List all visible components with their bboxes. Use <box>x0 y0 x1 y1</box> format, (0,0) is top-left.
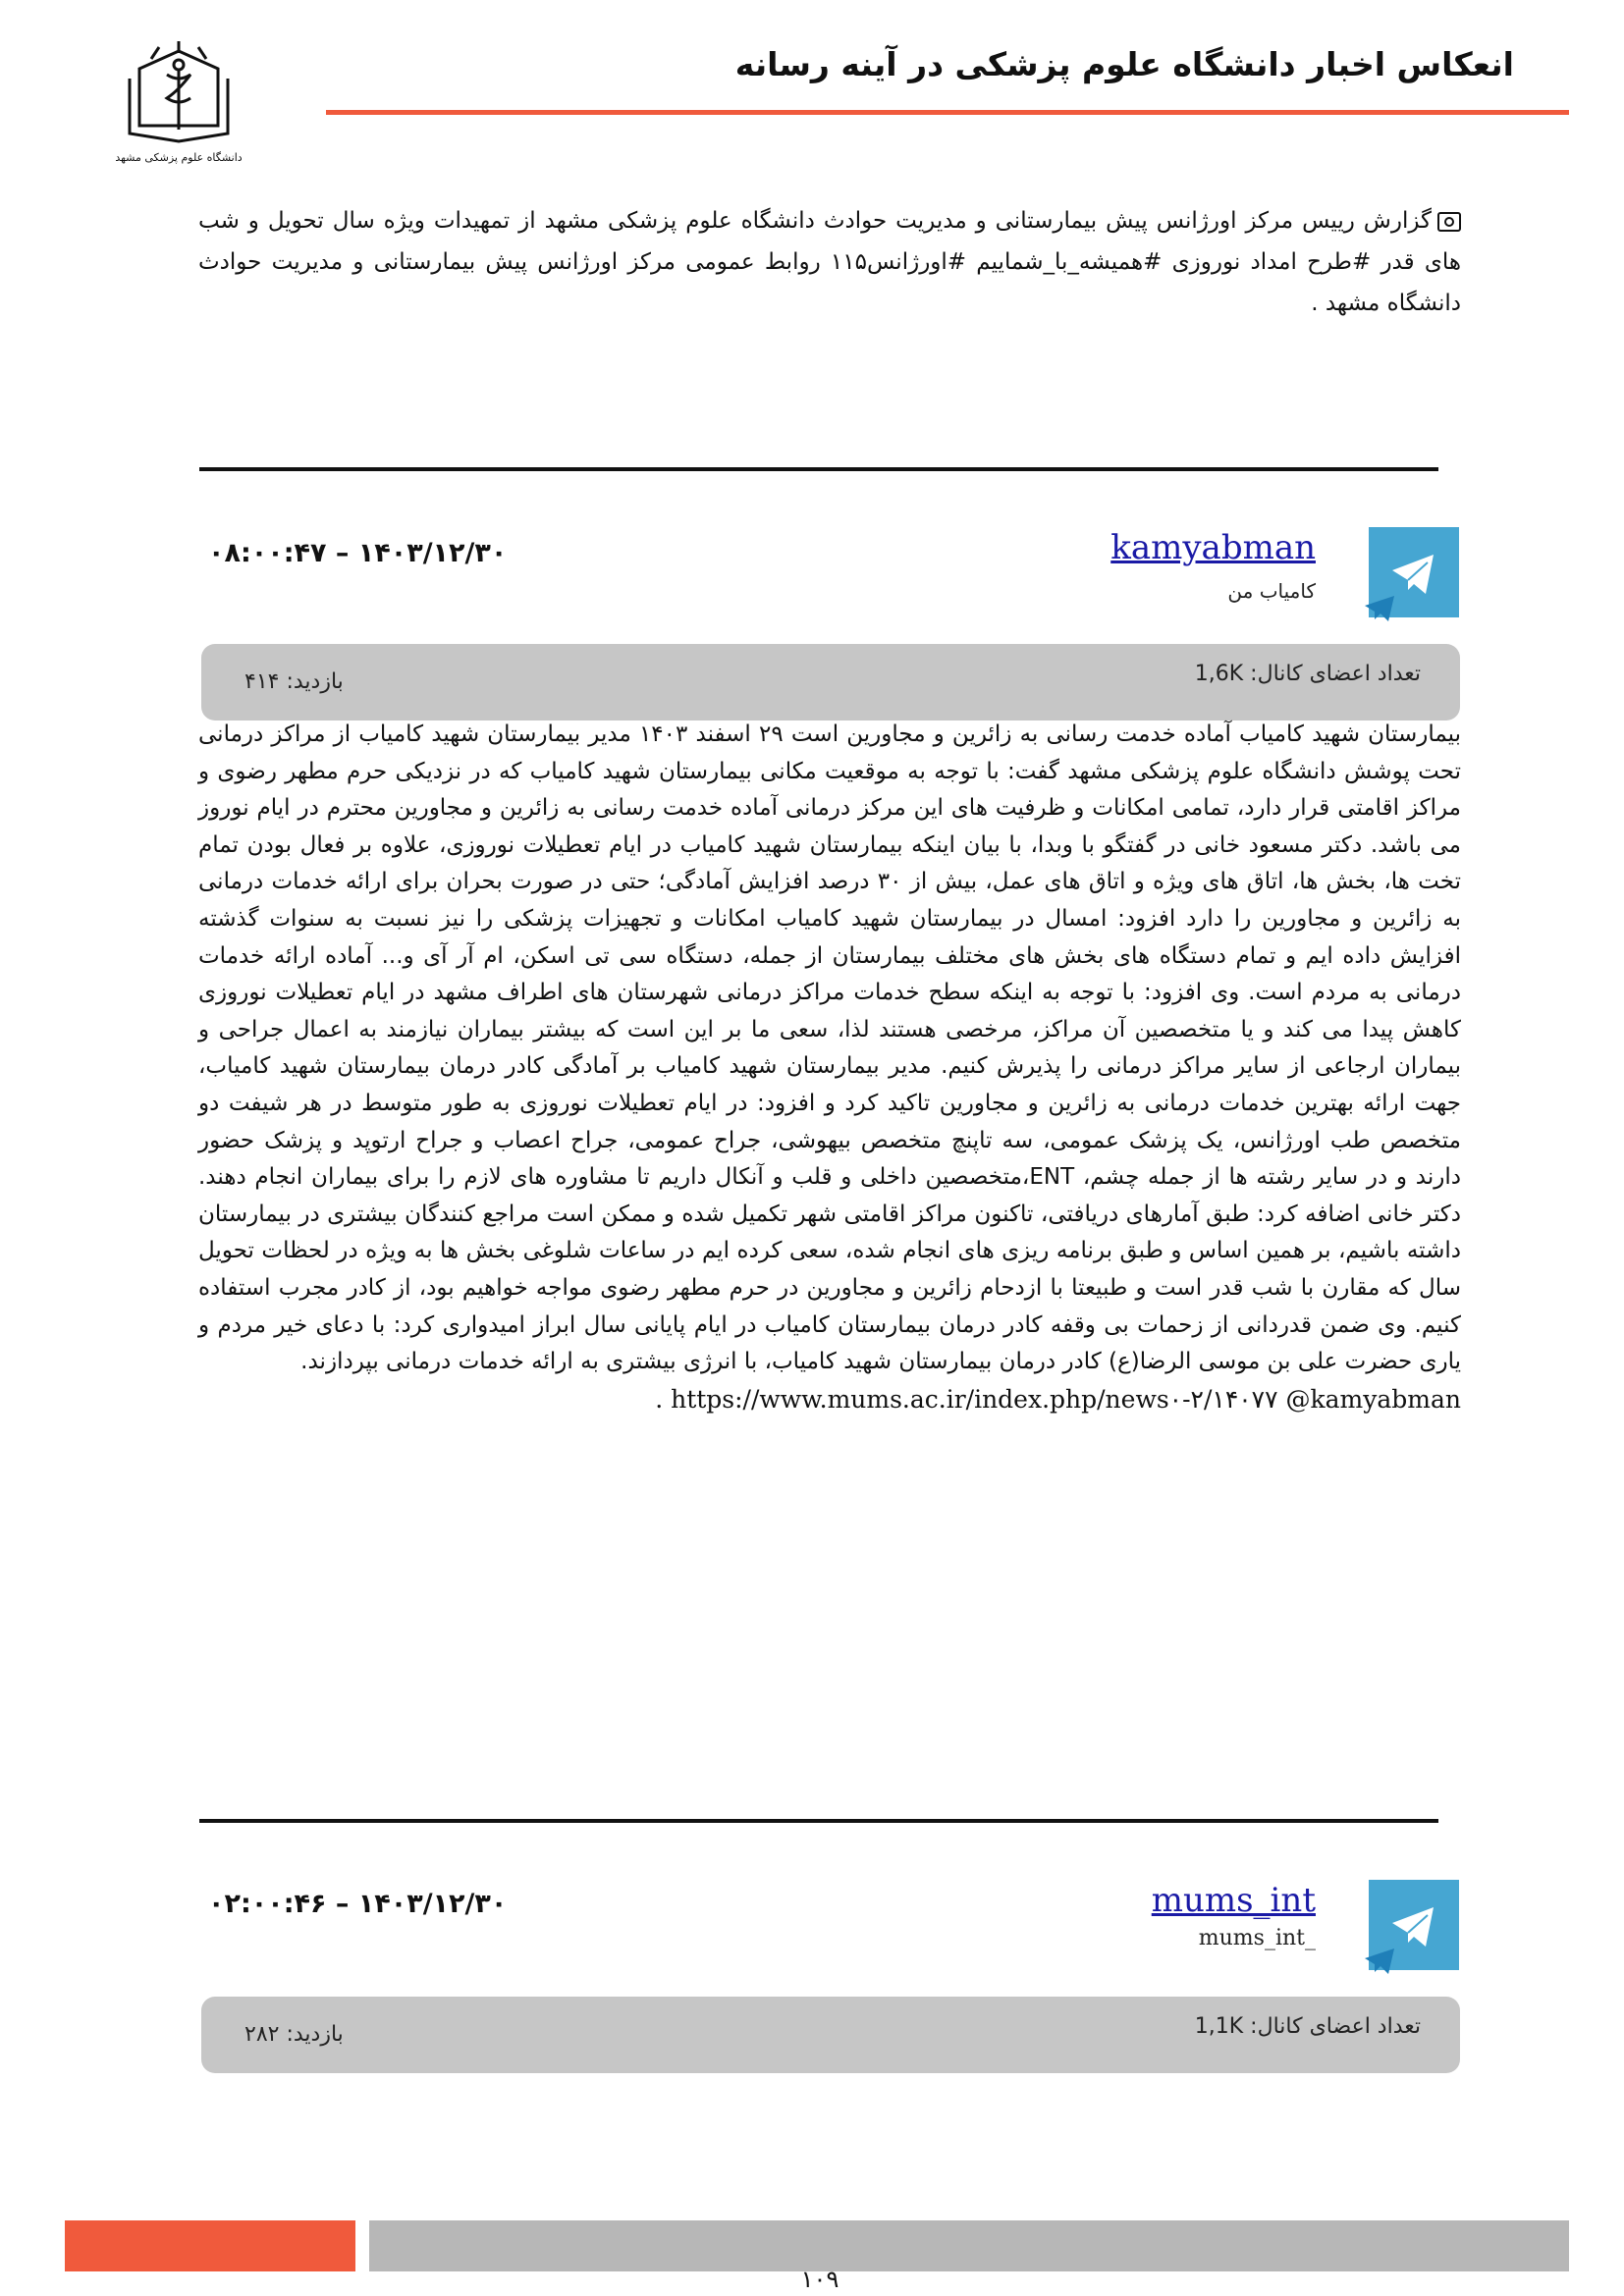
camera-icon <box>1437 212 1461 232</box>
view-count: بازدید: ۲۸۲ <box>244 2022 344 2047</box>
university-logo <box>116 39 242 167</box>
post-datetime: ۰۲:۰۰:۴۶ – ۱۴۰۳/۱۲/۳۰ <box>208 1889 508 1919</box>
channel-link[interactable]: kamyabman <box>1110 528 1316 567</box>
channel-stats-box <box>201 1997 1460 2073</box>
channel-link[interactable]: mums_int <box>1151 1881 1316 1920</box>
post-body <box>198 717 1461 1417</box>
intro-paragraph <box>198 200 1461 324</box>
channel-title: mums_int_ <box>1198 1926 1316 1950</box>
section-divider <box>199 467 1438 471</box>
post-datetime: ۰۸:۰۰:۴۷ – ۱۴۰۳/۱۲/۳۰ <box>208 538 508 568</box>
post-source-link[interactable]: https://www.mums.ac.ir/index.php/news۰-۲/۱۴۰۷۷ @kamyabman . <box>655 1384 1461 1414</box>
section-divider <box>199 1819 1438 1823</box>
member-count: تعداد اعضای کانال: 1,1K <box>1194 2014 1421 2039</box>
logo-caption: دانشگاه علوم پزشکی مشهد <box>116 151 242 164</box>
telegram-icon <box>1365 527 1459 621</box>
footer-accent-bar <box>65 2220 355 2271</box>
page-title: انعکاس اخبار دانشگاه علوم پزشکی در آینه رسانه <box>734 45 1514 83</box>
view-count: بازدید: ۴۱۴ <box>244 669 344 694</box>
channel-stats-box <box>201 644 1460 721</box>
telegram-icon <box>1365 1880 1459 1974</box>
intro-text: گزارش رییس مرکز اورژانس پیش بیمارستانی و مدیریت حوادث دانشگاه علوم پزشکی مشهد از تمهیدات ویژه سال تحویل و شب های قدر #طرح امداد نوروزی #همیشه_با_شماییم #اورژانس۱۱۵ روابط عمومی مرکز اورژانس پیش بیمارستانی و مدیریت حوادث دانشگاه مشهد . <box>198 208 1461 316</box>
header-divider <box>326 110 1569 115</box>
footer-bar <box>369 2220 1569 2271</box>
page-number: ۱۰۹ <box>800 2266 839 2293</box>
post-body-text: بیمارستان شهید کامیاب آماده خدمت رسانی به زائرین و مجاورین است ۲۹ اسفند ۱۴۰۳ مدیر بیمارستان شهید کامیاب از مراکز درمانی تحت پوشش دانشگاه علوم پزشکی مشهد گفت: با توجه به موقعیت مکانی بیمارستان شهید کامیاب که در نزدیکی حرم مطهر رضوی و مراکز اقامتی قرار دارد، تمامی امکانات و ظرفیت های این مرکز درمانی آماده خدمت رسانی به زائرین و مجاورین محترم در ایام نوروز می باشد. دکتر مسعود خانی در گفتگو با وبدا، با بیان اینکه بیمارستان شهید کامیاب در ایام تعطیلات نوروزی، علاوه بر فعال بودن تمام تخت ها، بخش ها، اتاق های ویژه و اتاق های عمل، بیش از ۳۰ درصد افزایش آمادگی؛ حتی در صورت بحران برای ارائه خدمات درمانی به زائرین و مجاورین را دارد افزود: امسال در بیمارستان شهید کامیاب امکانات و تجهیزات پزشکی را نیز نسبت به سنوات گذشته افزایش داده ایم و تمام دستگاه های بخش های مختلف بیمارستان از جمله، دستگاه سی تی اسکن، ام آر آی و... آماده ارائه خدمات درمانی به مردم است. وی افزود: با توجه به اینکه سطح خدمات مراکز درمانی شهرستان های اطراف مشهد در ایام تعطیلات نوروزی کاهش پیدا می کند و یا متخصصین آن مراکز، مرخصی هستند لذا، سعی ما بر این است که بیشتر بیماران نیازمند به اعمال جراحی و بیماران ارجاعی از سایر مراکز درمانی را پذیرش کنیم. مدیر بیمارستان شهید کامیاب بر آمادگی کادر درمان بیمارستان شهید کامیاب، جهت ارائه بهترین خدمات درمانی به زائرین و مجاورین تاکید کرد و افزود: در ایام تعطیلات نوروزی به طور متوسط در هر شیفت دو متخصص طب اورژانس، یک پزشک عمومی، سه تاپنچ متخصص بیهوشی، جراح عمومی، جراح اعصاب و جراح ارتوپد و پزشک حضور دارند و در سایر رشته ها از جمله چشم، ENT،متخصصین داخلی و قلب و آنکال داریم تا مشاوره های لازم را برای بیماران انجام دهند. دکتر خانی اضافه کرد: طبق آمارهای دریافتی، تاکنون مراکز اقامتی شهر تکمیل شده و ممکن است مراجع کنندگان بیشتری در بیمارستان داشته باشیم، بر همین اساس و طبق برنامه ریزی های انجام شده، سعی کرده ایم در ساعات شلوغی بخش ها به ویژه در لحظات تحویل سال که مقارن با شب قدر است و طبیعتا با ازدحام زائرین و مجاورین در حرم مطهر رضوی مواجه خواهیم بود، از کادر مجرب استفاده کنیم. وی ضمن قدردانی از زحمات بی وقفه کادر درمان بیمارستان کامیاب در ایام پایانی سال ابراز امیدواری کرد: با دعای خیر مردم و یاری حضرت علی بن موسی الرضا(ع) کادر درمان بیمارستان شهید کامیاب، با انرژی بیشتری به ارائه خدمات درمانی بپردازند. <box>198 721 1461 1375</box>
member-count: تعداد اعضای کانال: 1,6K <box>1194 662 1421 686</box>
channel-title: کامیاب من <box>1227 579 1316 603</box>
